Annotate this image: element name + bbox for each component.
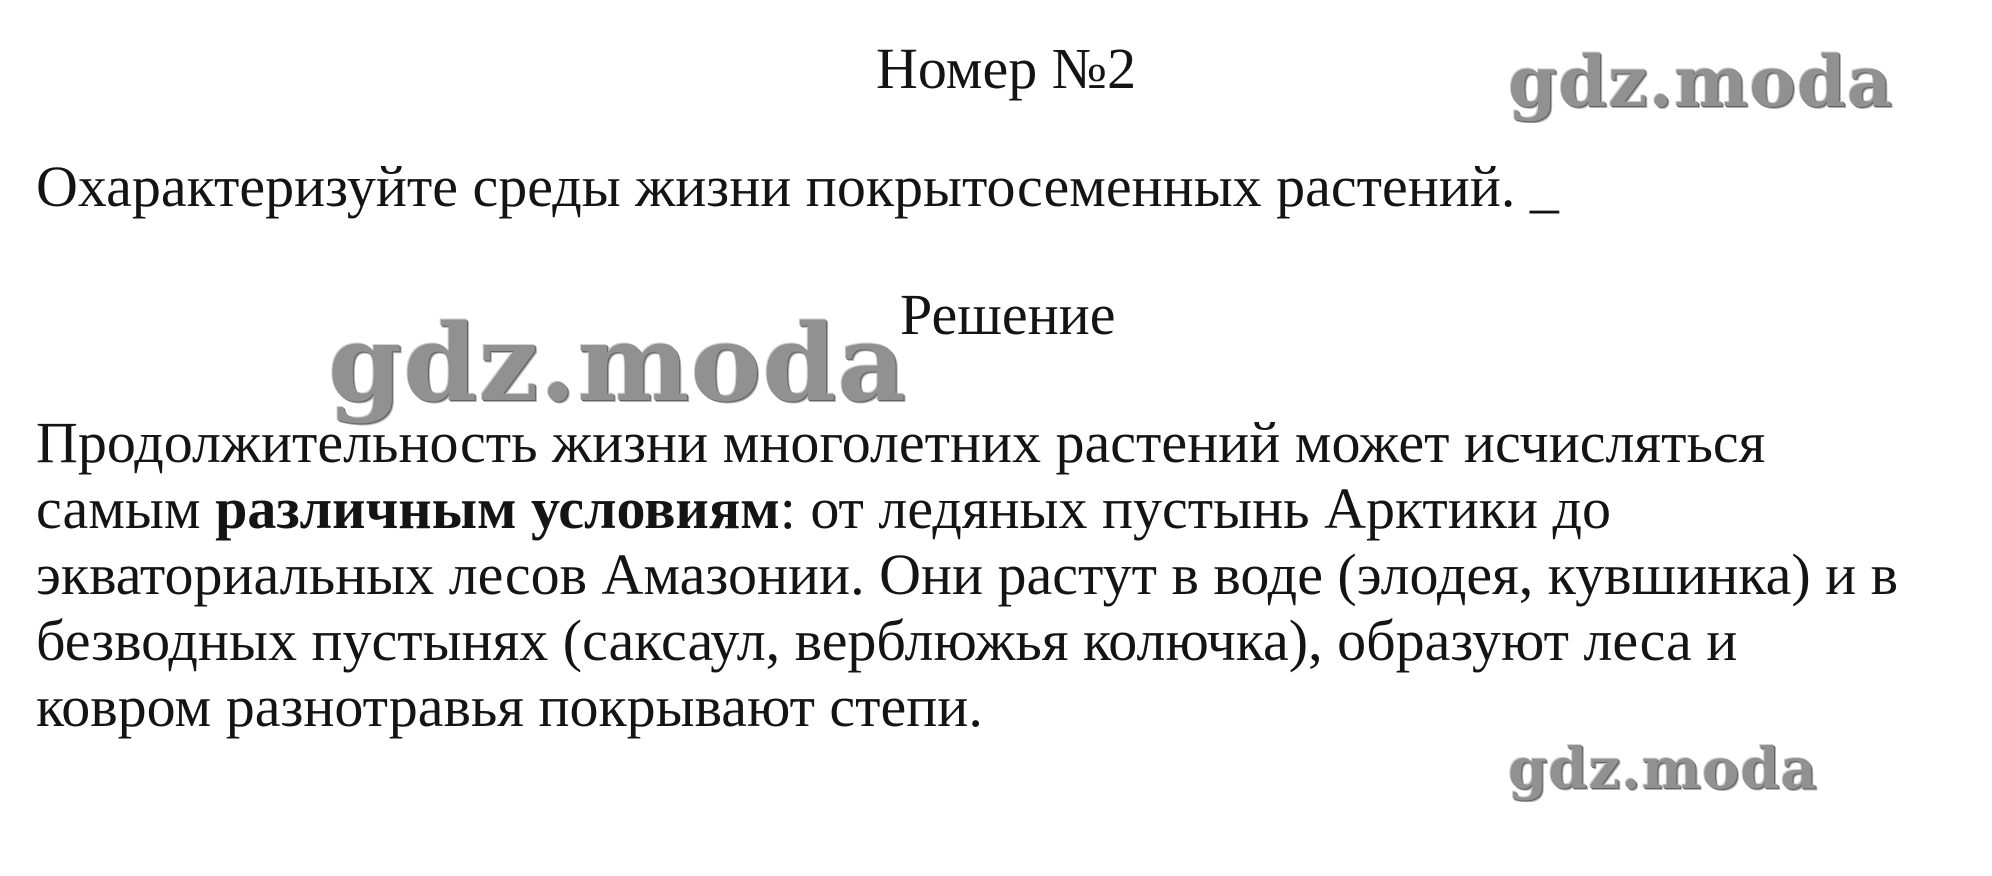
answer-bold-phrase: различным условиям xyxy=(215,476,780,541)
task-number-heading: Номер №2 xyxy=(876,36,1137,101)
answer-line: Продолжительность жизни многолетних растений может исчисляться xyxy=(36,410,1766,475)
answer-paragraph xyxy=(36,410,1971,740)
answer-text: : от ледяных пустынь Арктики до xyxy=(779,476,1612,541)
question-text: Охарактеризуйте среды жизни покрытосеменных растений. _ xyxy=(36,154,1559,219)
watermark-logo-middle: gdz.moda xyxy=(328,300,907,425)
answer-line: экваториальных лесов Амазонии. Они растут в воде (элодея, кувшинка) и в xyxy=(36,542,1899,607)
answer-text: самым xyxy=(36,476,216,541)
answer-line xyxy=(36,476,1971,542)
answer-line: ковром разнотравья покрывают степи. xyxy=(36,674,983,739)
answer-line: безводных пустынях (саксаул, верблюжья колючка), образуют леса и xyxy=(36,608,1738,673)
solution-heading: Решение xyxy=(900,282,1116,347)
watermark-logo-top: gdz.moda xyxy=(1508,40,1894,123)
watermark-logo-bottom: gdz.moda xyxy=(1508,736,1818,802)
